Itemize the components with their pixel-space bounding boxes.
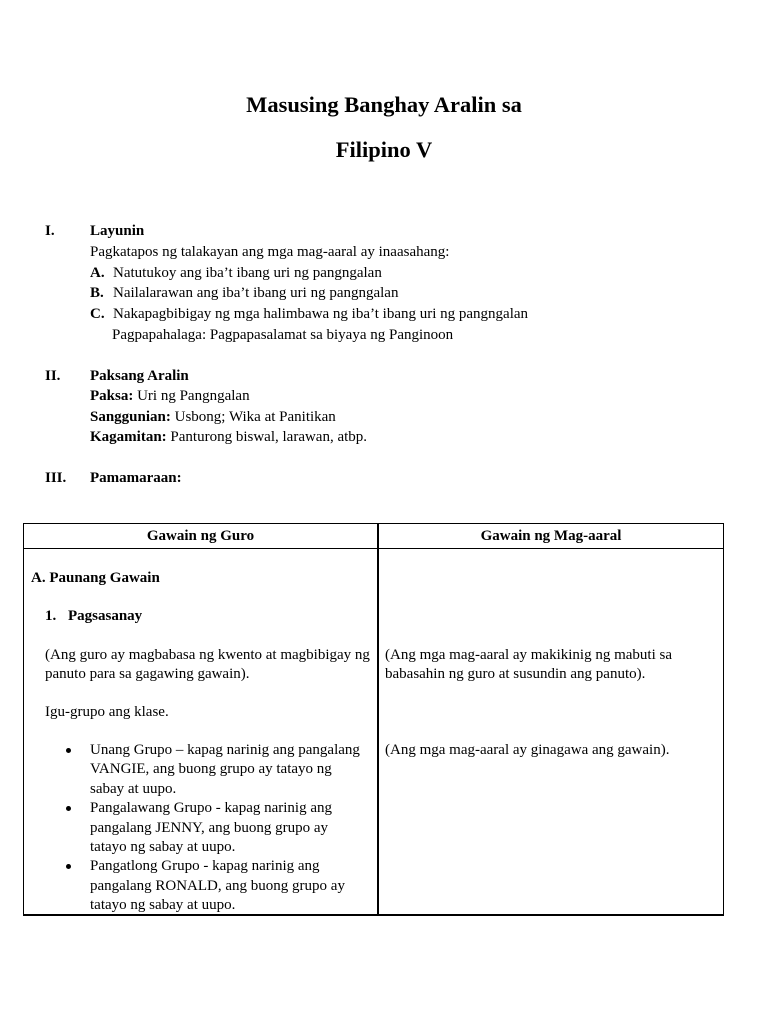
row-label: Sanggunian: [90,408,171,425]
group-list [23,741,360,915]
table-header-teacher: Gawain ng Guro [146,528,255,544]
part-heading: A. Paunang Gawain [31,570,160,586]
row-value: Panturong biswal, larawan, atbp. [170,428,368,445]
text-line: (Ang mga mag-aaral ay makikinig ng mabuti sa [385,647,672,663]
objective-label: B. [90,285,104,302]
grouping-note: Igu-grupo ang klase. [45,704,169,720]
subject-row-topic [90,386,730,406]
objective-text: Nailalarawan ang iba’t ibang uri ng pangngalan [113,285,399,302]
objective-item [90,304,730,325]
bullet-icon [66,864,71,869]
row-label: Kagamitan: [90,428,167,445]
teacher-instruction [45,646,370,685]
text-line: babasahin ng guro at susundin ang panuto). [385,666,646,683]
student-activity: (Ang mga mag-aaral ay ginagawa ang gawain). [385,742,670,758]
section-body [90,468,730,489]
document-subtitle: Filipino V [335,137,433,162]
objectives-values: Pagpapahalaga: Pagpapasalamat sa biyaya ng Panginoon [112,326,454,343]
section-numeral: II. [45,368,61,384]
subject-row-materials [90,427,730,447]
document-title: Masusing Banghay Aralin sa [246,92,522,117]
objective-item [90,283,730,304]
text-line: Unang Grupo – kapag narinig ang pangalang [90,742,360,758]
bullet-icon [66,748,71,753]
section-numeral: I. [45,223,55,239]
teacher-activity-cell [23,523,377,916]
row-value: Uri ng Pangngalan [137,388,250,405]
step-heading [45,607,142,626]
table-header-students: Gawain ng Mag-aaral [480,528,622,544]
section-heading: Layunin [90,223,145,239]
row-label: Paksa: [90,388,134,405]
section-heading: Paksang Aralin [90,368,189,384]
text-line: Pangalawang Grupo - kapag narinig ang [90,800,333,817]
text-line: tatayo ng sabay at uupo. [90,897,236,913]
step-title: Pagsasanay [68,608,143,624]
student-activity-cell [379,523,723,916]
row-value: Usbong; Wika at Panitikan [174,408,336,425]
objective-text: Natutukoy ang iba’t ibang uri ng pangngalan [113,264,382,281]
objective-label: A. [90,264,105,281]
text-line: Pangatlong Grupo - kapag narinig ang [90,858,320,875]
subject-row-reference [90,407,730,427]
list-item [23,857,360,915]
table-border-right [723,523,724,916]
text-line: tatayo ng sabay at uupo. [90,838,236,855]
procedure-table [23,523,724,916]
objective-label: C. [90,306,105,323]
objective-text: Nakapagbibigay ng mga halimbawa ng iba’t ibang uri ng pangngalan [113,306,529,323]
section-body [90,221,730,346]
text-line: pangalang RONALD, ang buong grupo ay [90,877,345,894]
step-number: 1. [45,608,57,624]
section-numeral: III. [45,470,67,486]
list-item [23,741,360,799]
text-line: VANGIE, ang buong grupo ay tatayo ng [90,761,332,778]
section-heading: Pamamaraan: [90,470,182,486]
text-line: panuto para sa gagawing gawain). [45,666,250,683]
bullet-icon [66,806,71,811]
text-line: pangalang JENNY, ang buong grupo ay [90,819,329,836]
text-line: sabay at uupo. [90,780,177,797]
objective-item [90,263,730,284]
text-line: (Ang guro ay magbabasa ng kwento at magbibigay ng [45,647,370,663]
student-response [385,646,672,685]
section-body [90,366,730,447]
list-item [23,799,360,857]
objectives-intro: Pagkatapos ng talakayan ang mga mag-aaral ay inaasahang: [90,243,450,260]
